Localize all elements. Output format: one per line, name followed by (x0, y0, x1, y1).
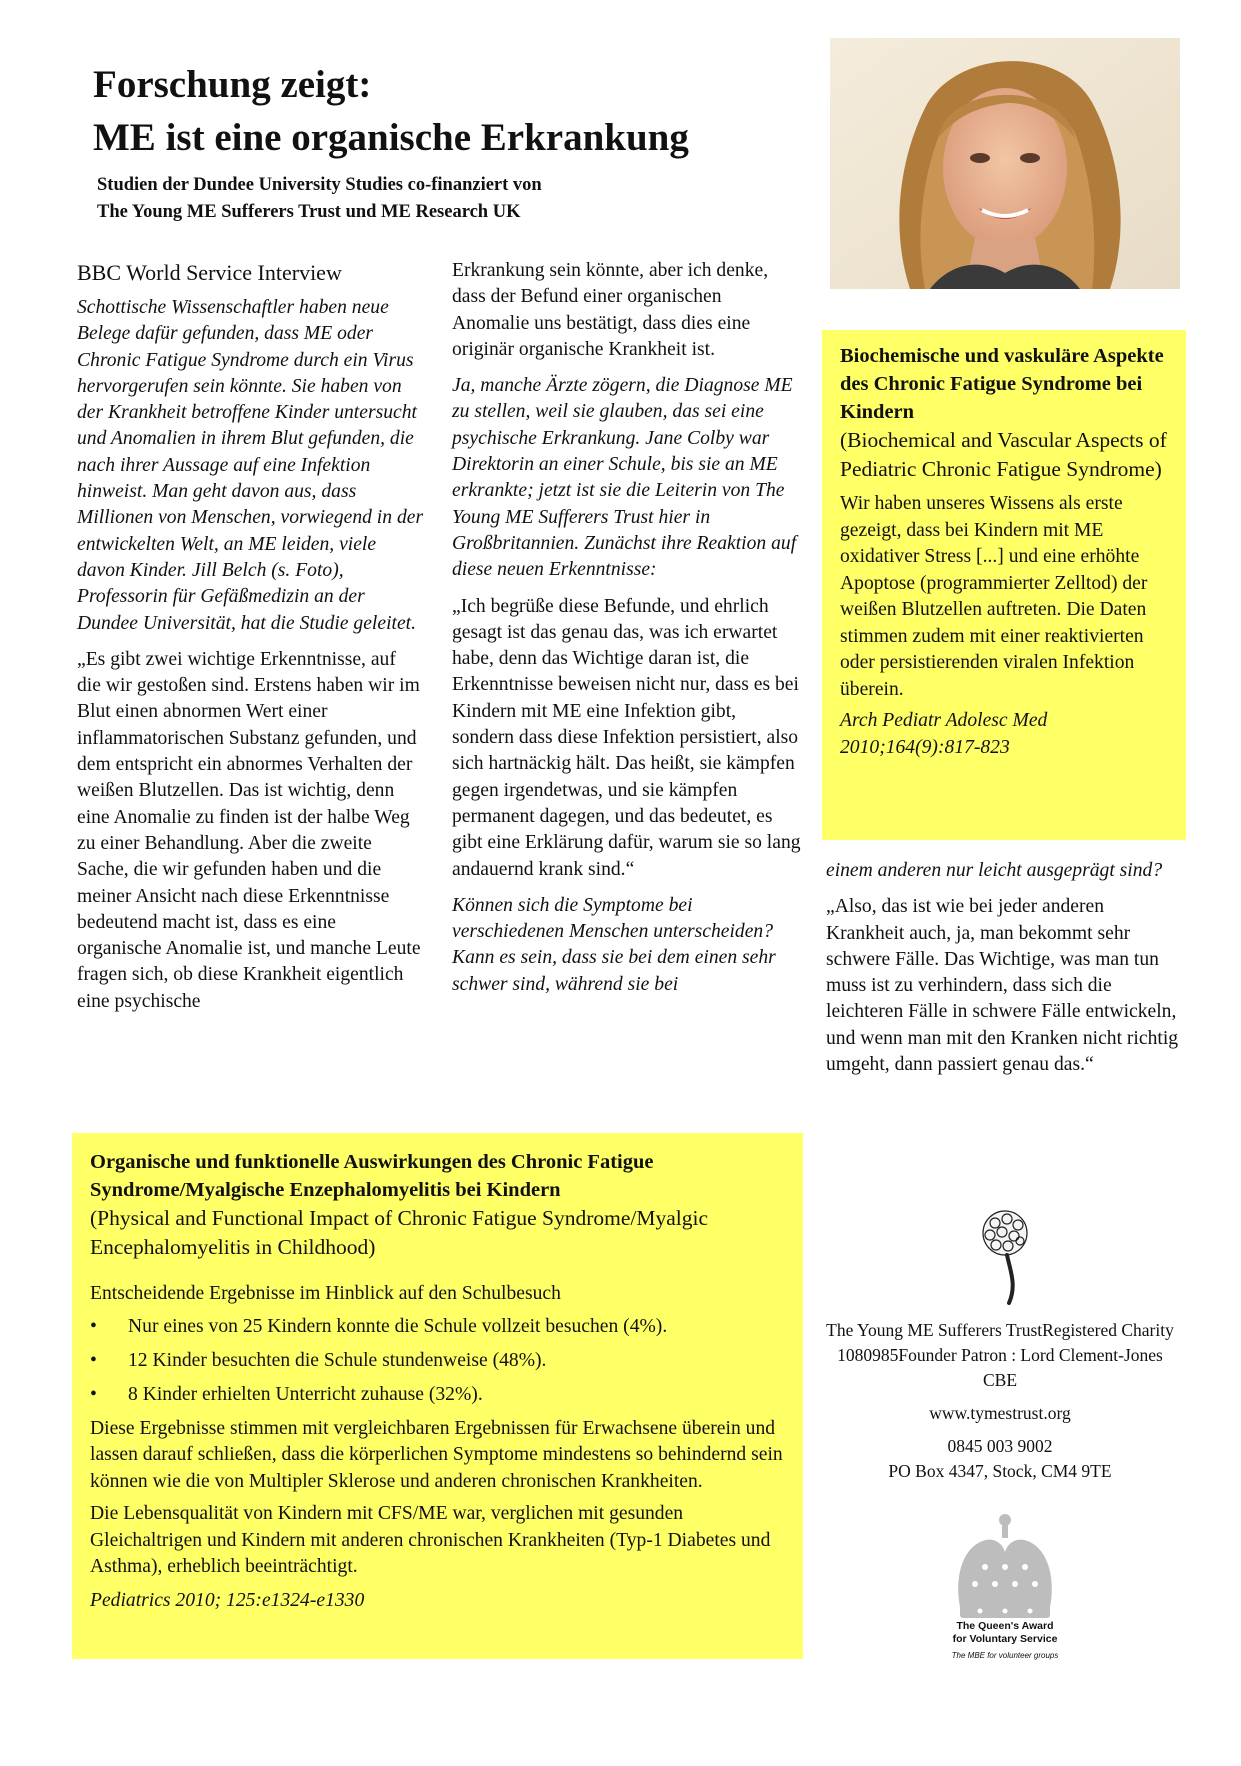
box-right-text: Wir haben unseres Wissens als erste gezeigt, dass bei Kindern mit ME oxidativer Stress [...] und eine erhöhte Apoptose (programmierter Zelltod) der weißen Blutzellen auftreten. Die Daten stimmen zudem mit einer reaktivierten oder persistierenden viralen Infektion überein. (840, 493, 1148, 700)
article-column-3 (826, 858, 1186, 1088)
article-quote-2: „Ich begrüße diese Befunde, und ehrlich gesagt ist das genau das, was ich erwartet habe, denn das Wichtige daran ist, die Erkenntnisse beweisen nicht nur, dass es bei Kindern mit ME eine Infektion gibt, sondern dass diese Infektion persistiert, also sich hartnäckig hält. Das heißt, sie kämpfen gegen irgendetwas, und sie kämpfen permanent dagegen, und das bedeutet, es gibt eine Erklärung dafür, warum sie so lang andauernd krank sind.“ (452, 595, 801, 880)
article-column-2 (452, 258, 802, 1008)
postal-address: PO Box 4347, Stock, CM4 9TE (888, 1461, 1112, 1481)
article-question-2: Können sich die Symptome bei verschiedenen Menschen unterscheiden? Kann es sein, dass sie bei dem einen sehr schwer sind, während sie bei (452, 894, 776, 995)
portrait-photo (830, 38, 1180, 289)
article-quote-1-continued: Erkrankung sein könnte, aber ich denke, dass der Befund einer organischen Anomalie uns bestätigt, dass dies eine originär organische Krankheit ist. (452, 260, 769, 360)
page-subtitle (97, 172, 677, 226)
title-line-2: ME ist eine organische Erkrankung (93, 116, 689, 159)
trust-flower-logo (965, 1205, 1055, 1305)
article-heading: BBC World Service Interview (77, 260, 342, 285)
page-title (93, 58, 793, 164)
article-intro: Schottische Wissenschaftler haben neue Belege dafür gefunden, dass ME oder Chronic Fatigue Syndrome durch ein Virus hervorgerufen sein könnte. Sie haben von der Krankheit betroffene Kinder untersucht und Anomalien in ihrem Blut gefunden, die nach ihrer Aussage auf eine Infektion hinweist. Man geht davon aus, dass Millionen von Menschen, vorwiegend in der entwickelten Welt, an ME leiden, viele davon Kinder. Jill Belch (s. Foto), Professorin für Gefäßmedizin an der Dundee Universität, hat die Studie geleitet. (77, 297, 424, 634)
trust-contact-info (820, 1318, 1180, 1492)
box-bottom-heading: Organische und funktionelle Auswirkungen des Chronic Fatigue Syndrome/Myalgische Enzephalomyelitis bei Kindern (90, 1151, 654, 1201)
study-box-physical-impact (72, 1133, 803, 1659)
website-link[interactable]: www.tymestrust.org (929, 1403, 1071, 1423)
box-right-subheading: (Biochemical and Vascular Aspects of Pediatric Chronic Fatigue Syndrome) (840, 428, 1167, 481)
study-box-biochemical (822, 330, 1186, 840)
article-question-1: Ja, manche Ärzte zögern, die Diagnose ME zu stellen, weil sie glauben, das sei eine psychische Erkrankung. Jane Colby war Direktorin an einer Schule, bis sie an ME erkrankte; jetzt ist sie die Leiterin von The Young ME Sufferers Trust hier in Großbritannien. Zunächst ihre Reaktion auf diese neuen Erkenntnisse: (452, 375, 797, 581)
list-item: • Nur eines von 25 Kindern konnte die Schule vollzeit besuchen (4%). (90, 1314, 785, 1340)
results-list (90, 1314, 785, 1408)
queens-award-label (930, 1620, 1080, 1662)
box-bottom-subheading: (Physical and Functional Impact of Chronic Fatigue Syndrome/Myalgic Encephalomyelitis in Childhood) (90, 1206, 709, 1259)
article-column-1 (77, 259, 424, 1025)
box-right-heading: Biochemische und vaskuläre Aspekte des Chronic Fatigue Syndrome bei Kindern (840, 345, 1164, 423)
award-tagline: The MBE for volunteer groups (951, 1651, 1059, 1660)
list-item: • 12 Kinder besuchten die Schule stundenweise (48%). (90, 1348, 785, 1374)
title-line-1: Forschung zeigt: (93, 63, 372, 106)
box-right-citation: Arch Pediatr Adolesc Med 2010;164(9):817-823 (840, 710, 1048, 758)
box-bottom-paragraph-1: Diese Ergebnisse stimmen mit vergleichbaren Ergebnissen für Erwachsene überein und lassen darauf schließen, dass die körperlichen Symptome mindestens so behindernd sein können wie die von Multipler Sklerose und anderen chronischen Krankheiten. (90, 1417, 783, 1492)
article-quote-3: „Also, das ist wie bei jeder anderen Krankheit auch, ja, man bekommt sehr schwere Fälle. Das Wichtige, was man tun muss ist zu verhindern, dass sich die leichteren Fälle in schwere Fälle entwickeln, und wenn man mit den Kranken nicht richtig umgeht, dann passiert genau das.“ (826, 896, 1179, 1076)
article-quote-1: „Es gibt zwei wichtige Erkenntnisse, auf die wir gestoßen sind. Erstens haben wir im Blut einen abnormen Wert einer inflammatorischen Substanz gefunden, und dem entspricht ein abnormes Verhalten der weißen Blutzellen. Das ist wichtig, denn eine Anomalie zu finden ist der halbe Weg zu einer Behandlung. Aber die zweite Sache, die wir gefunden haben und die meiner Ansicht nach diese Erkenntnisse bedeutend macht ist, dass es eine organische Anomalie ist, und manche Leute fragen sich, ob diese Krankheit eigentlich eine psychische (77, 648, 421, 1012)
box-bottom-paragraph-2: Die Lebensqualität von Kindern mit CFS/ME war, verglichen mit gesunden Gleichaltrigen und Kindern mit anderen chronischen Krankheiten (Typ-1 Diabetes und Asthma), erheblich beeinträchtigt. (90, 1503, 771, 1577)
box-bottom-lead: Entscheidende Ergebnisse im Hinblick auf den Schulbesuch (90, 1283, 561, 1304)
award-title-line-2: for Voluntary Service (952, 1633, 1058, 1645)
award-title-line-1: The Queen's Award (956, 1620, 1054, 1632)
article-question-2-continued: einem anderen nur leicht ausgeprägt sind? (826, 860, 1163, 881)
phone-number: 0845 003 9002 (947, 1436, 1053, 1456)
subtitle-line-2: The Young ME Sufferers Trust und ME Research UK (97, 202, 521, 222)
org-registration-text: The Young ME Sufferers TrustRegistered Charity 1080985Founder Patron : Lord Clement-Jones CBE (826, 1320, 1174, 1390)
subtitle-line-1: Studien der Dundee University Studies co-finanziert von (97, 175, 542, 195)
list-item: • 8 Kinder erhielten Unterricht zuhause (32%). (90, 1382, 785, 1408)
box-bottom-citation: Pediatrics 2010; 125:e1324-e1330 (90, 1589, 365, 1611)
